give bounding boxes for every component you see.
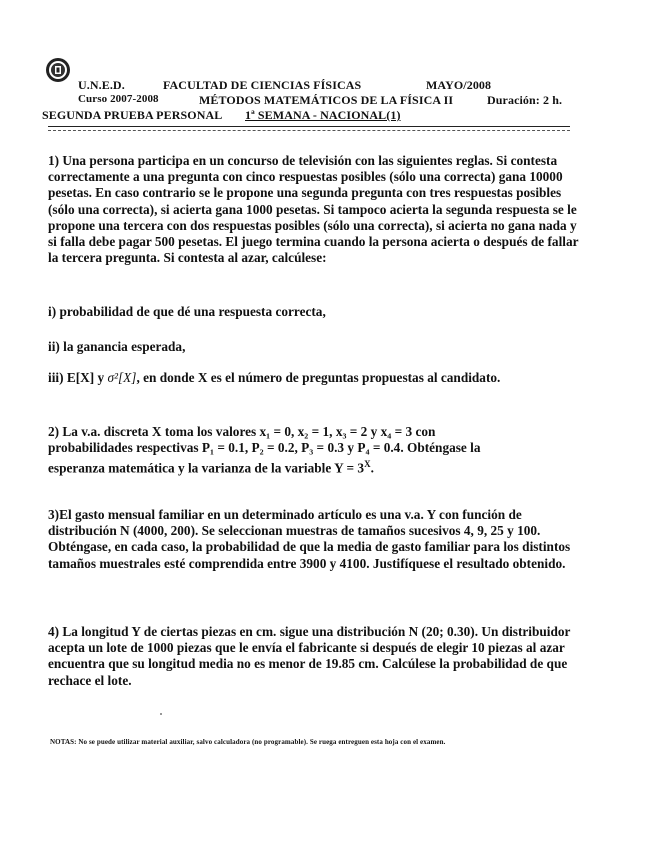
question-1-part-i: i) probabilidad de que dé una respuesta correcta, xyxy=(48,304,326,319)
exam-notes: NOTAS: No se puede utilizar material auxiliar, salvo calculadora (no programable). Se ruega entreguen esta hoja con el examen. xyxy=(50,738,446,746)
duration: Duración: 2 h. xyxy=(487,93,563,107)
question-2 xyxy=(48,424,608,477)
course-year: Curso 2007-2008 xyxy=(78,93,159,105)
institution: U.N.E.D. xyxy=(78,78,125,92)
variance-symbol: σ²[X] xyxy=(107,370,137,385)
stray-mark xyxy=(160,713,162,715)
question-1-part-ii: ii) la ganancia esperada, xyxy=(48,339,186,354)
subject: MÉTODOS MATEMÁTICOS DE LA FÍSICA II xyxy=(199,93,454,107)
part-iii-prefix: iii) E[X] y xyxy=(48,370,108,385)
header-divider xyxy=(48,126,570,127)
exponent: X xyxy=(364,459,371,470)
question-4: 4) La longitud Y de ciertas piezas en cm. sigue una distribución N (20; 0.30). Un distribuidor acepta un lote de 1000 piezas que le envía el fabricante si después de elegir 10 piezas al azar encuentra que su longitud media no es menor de 19.85 cm. Calcúlese la probabilidad de que rechace el lote. xyxy=(48,624,571,688)
exam-date: MAYO/2008 xyxy=(426,78,492,92)
university-seal-icon xyxy=(45,57,71,83)
part-iii-suffix: , en donde X es el número de preguntas propuestas al candidato. xyxy=(136,370,501,385)
question-2-line-3-text: esperanza matemática y la varianza de la variable Y = 3 xyxy=(48,460,365,476)
question-2-line-2: probabilidades respectivas P₁ = 0.1, P₂ = 0.2, P₃ = 0.3 y P₄ = 0.4. Obténgase la xyxy=(48,440,481,456)
question-1-part-iii xyxy=(48,370,608,386)
header-divider-2 xyxy=(48,130,570,131)
question-2-line-3 xyxy=(48,456,608,477)
exam-week: 1ª SEMANA - NACIONAL(1) xyxy=(245,108,401,122)
question-2-line-1: 2) La v.a. discreta X toma los valores x₁ = 0, x₂ = 1, x₃ = 2 y x₄ = 3 con xyxy=(48,424,436,439)
question-3: 3)El gasto mensual familiar en un determinado artículo es una v.a. Y con función de distribución N (4000, 200). Se seleccionan muestras de tamaños sucesivos 4, 9, 25 y 100. Obténgase, en cada caso, la probabilidad de que la media de gasto familiar para los distintos tamaños muestrales esté comprendida entre 3900 y 4100. Justifíquese el resultado obtenido. xyxy=(48,507,571,571)
faculty: FACULTAD DE CIENCIAS FÍSICAS xyxy=(163,78,362,92)
question-1: 1) Una persona participa en un concurso de televisión con las siguientes reglas. Si contesta correctamente a una pregunta con cinco respuestas posibles (sólo una correcta) gana 10000 pesetas. En caso contrario se le propone una segunda pregunta con tres respuestas posibles (sólo una correcta), si acierta gana 1000 pesetas. Si tampoco acierta la segunda respuesta se le propone una tercera con dos respuestas posibles (sólo una correcta), si acierta no gana nada y si falla debe pagar 500 pesetas. El juego termina cuando la persona acierta o después de fallar la tercera pregunta. Si contesta al azar, calcúlese: xyxy=(48,153,579,266)
exam-name: SEGUNDA PRUEBA PERSONAL xyxy=(42,108,223,122)
question-2-line-3-end: . xyxy=(370,460,374,476)
